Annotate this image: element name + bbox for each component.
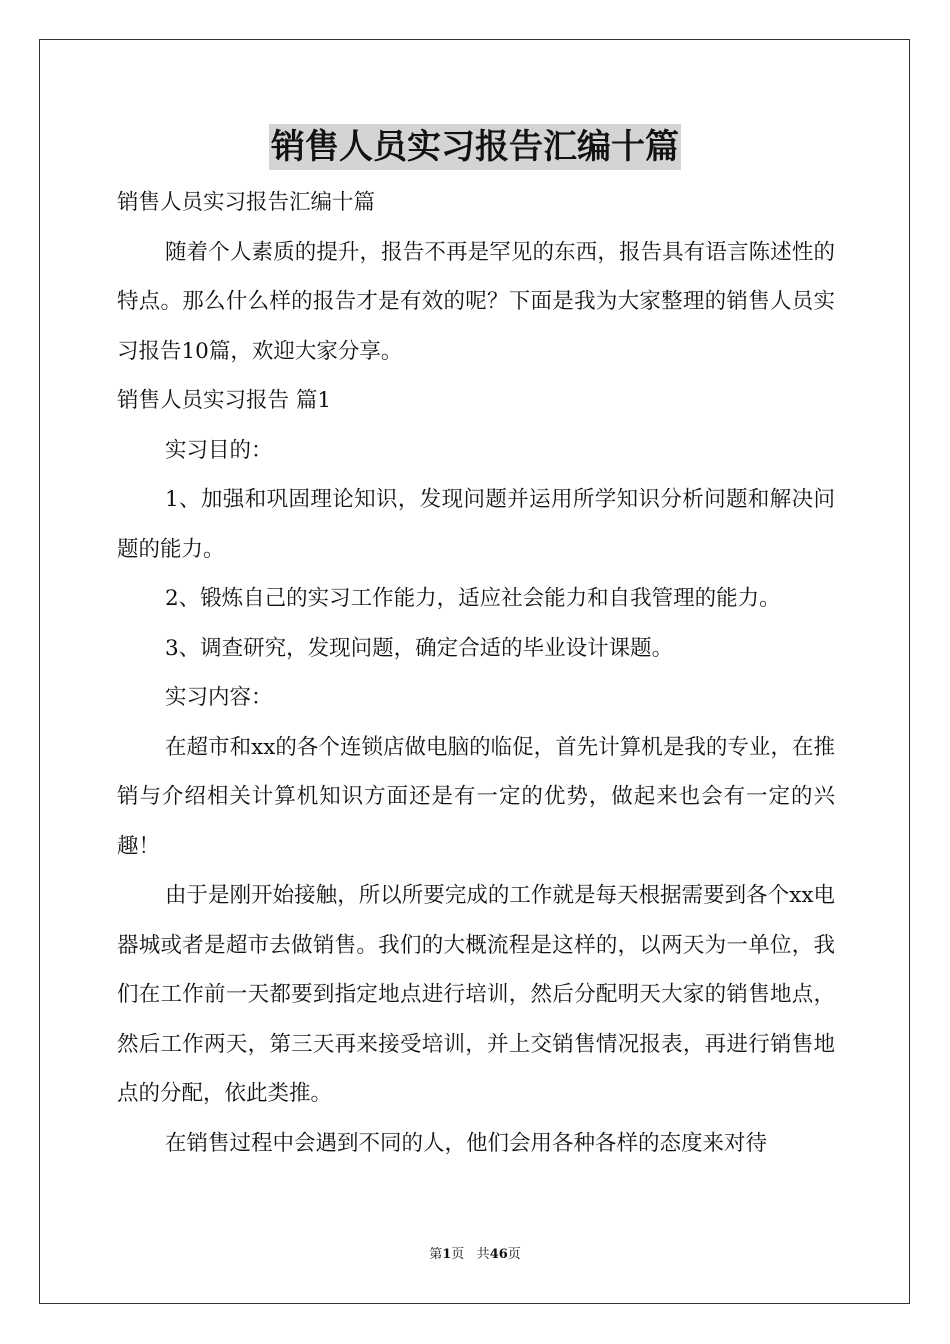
paragraph: 销售人员实习报告汇编十篇 [117, 190, 376, 215]
page-number: 1 [442, 1247, 452, 1262]
paragraph: 随着个人素质的提升，报告不再是罕见的东西，报告具有语言陈述性的特点。那么什么样的报告才是有效的呢？下面是我为大家整理的销售人员实习报告10篇，欢迎大家分享。 [117, 239, 835, 364]
total-suffix: 页 [507, 1247, 521, 1262]
page-footer [0, 1246, 950, 1264]
total-prefix: 共 [476, 1247, 490, 1262]
paragraph: 1、加强和巩固理论知识，发现问题并运用所学知识分析问题和解决问题的能力。 [117, 487, 835, 562]
paragraph: 在销售过程中会遇到不同的人，他们会用各种各样的态度来对待 [165, 1130, 768, 1156]
paragraph: 3、调查研究，发现问题，确定合适的毕业设计课题。 [165, 635, 674, 661]
page-prefix: 第 [429, 1247, 443, 1262]
paragraph: 实习内容： [165, 685, 273, 710]
page-suffix: 页 [451, 1247, 465, 1262]
paragraph: 2、锻炼自己的实习工作能力，适应社会能力和自我管理的能力。 [165, 586, 781, 611]
total-pages: 46 [489, 1247, 508, 1262]
paragraph: 实习目的： [165, 437, 273, 463]
paragraph: 由于是刚开始接触，所以所要完成的工作就是每天根据需要到各个xx电器城或者是超市去做销售。我们的大概流程是这样的，以两天为一单位，我们在工作前一天都要到指定地点进行培训，然后分配明天大家的销售地点，然后工作两天，第三天再来接受培训，并上交销售情况报表，再进行销售地点的分配，依此类推。 [117, 883, 835, 1106]
paragraph: 在超市和xx的各个连锁店做电脑的临促，首先计算机是我的专业，在推销与介绍相关计算机知识方面还是有一定的优势，做起来也会有一定的兴趣！ [117, 734, 835, 859]
document-title: 销售人员实习报告汇编十篇 [269, 124, 681, 170]
title-container [0, 124, 950, 170]
document-body [117, 178, 835, 1168]
section-heading: 销售人员实习报告 篇1 [117, 388, 332, 413]
